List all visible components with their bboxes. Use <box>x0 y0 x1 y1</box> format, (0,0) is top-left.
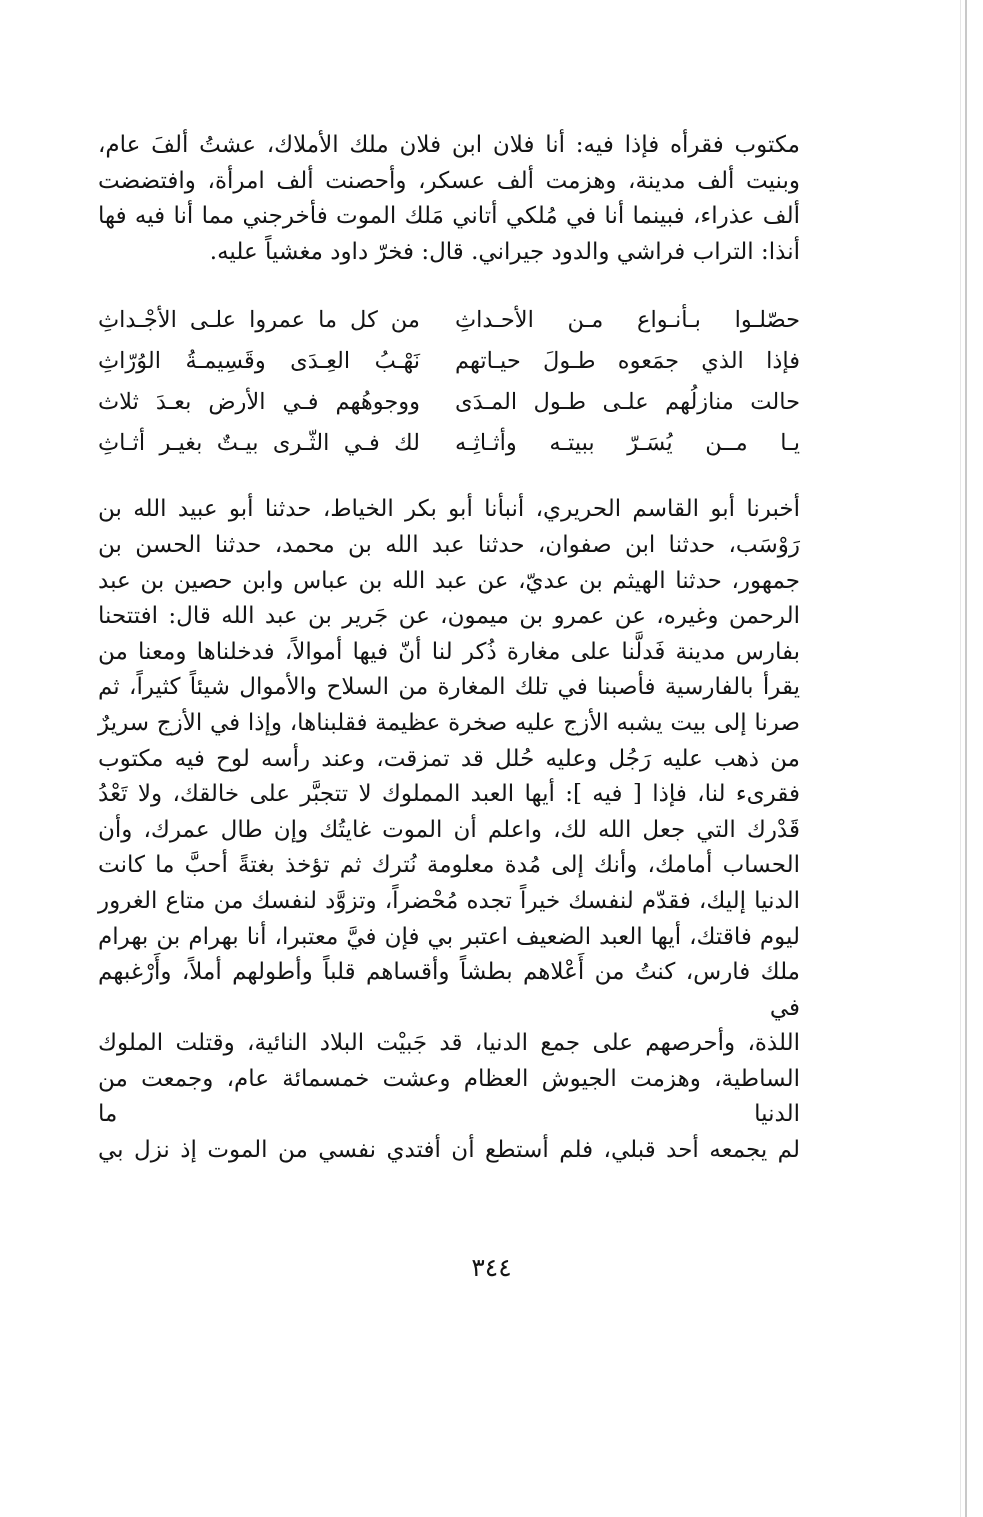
text-line: ألف عذراء، فبينما أنا في مُلكي أتاني مَلك الموت فأخرجني مما أنا فيه فها <box>98 203 800 230</box>
text-line: اللذة، وأحرصهم على جمع الدنيا، قد جَبيْت البلاد النائية، وقتلت الملوك <box>98 1030 800 1057</box>
poem-second-hemistich: ووجوهُهم فـي الأرض بعـدَ ثلاث <box>98 389 420 416</box>
poem-first-hemistich: حصّلـوا بـأنـواع مـن الأحـداثِ <box>455 307 800 334</box>
poem-verse <box>98 300 800 341</box>
poem-second-hemistich: لك فـي الثّـرى بيـتٌ بغيـر أثـاثِ <box>98 430 420 457</box>
text-line: وبنيت ألف مدينة، وهزمت ألف عسكر، وأحصنت ألف امرأة، وافتضضت <box>98 167 800 194</box>
poem-verse <box>98 382 800 423</box>
text-line: ليوم فاقتك، أيها العبد الضعيف اعتبر بي فإن فيَّ معتبرا، أنا بهرام بن بهرام <box>98 923 800 950</box>
paragraph-one <box>98 128 800 270</box>
text-line: جمهور، حدثنا الهيثم بن عديّ، عن عبد الله بن عباس وابن حصين بن عبد <box>98 567 800 594</box>
poem-verse <box>98 423 800 464</box>
text-line: الدنيا إليك، فقدّم لنفسك خيراً تجده مُحْضراً، وتزوَّد لنفسك من متاع الغرور <box>98 887 800 914</box>
text-line: أخبرنا أبو القاسم الحريري، أنبأنا أبو بكر الخياط، حدثنا أبو عبيد الله بن <box>98 496 800 523</box>
paragraph-two <box>98 492 800 1168</box>
text-line: ملك فارس، كنتُ من أَعْلاهم بطشاً وأقساهم قلباً وأطولهم أملاً، وأَرْغبهم في <box>98 959 800 1021</box>
poem <box>98 300 800 464</box>
text-line: يقرأ بالفارسية فأصبنا في تلك المغارة من السلاح والأموال شيئاً كثيراً، ثم <box>98 674 800 701</box>
text-line: الساطية، وهزمت الجيوش العظام وعشت خمسمائة عام، وجمعت من الدنيا ما <box>98 1065 800 1128</box>
page-number: ٣٤٤ <box>471 1253 512 1282</box>
text-line: من ذهب عليه رَجُل وعليه حُلل قد تمزقت، وعند رأسه لوح فيه مكتوب <box>98 745 800 772</box>
scan-edge-line-faint <box>960 0 961 1517</box>
text-line: صرنا إلى بيت يشبه الأزج عليه صخرة عظيمة فقلبناها، وإذا في الأزج سريرٌ <box>98 709 800 736</box>
text-line: الحساب أمامك، وأنك إلى مُدة معلومة نُترك ثم تؤخذ بغتةً أحبَّ ما كانت <box>98 852 800 879</box>
text-line: مكتوب فقرأه فإذا فيه: أنا فلان ابن فلان ملك الأملاك، عشتُ ألفَ عام، <box>98 132 800 158</box>
poem-second-hemistich: نَهْـبُ العِـدَى وقَسِيمـةُ الوُرّاثِ <box>98 348 420 375</box>
text-line: الرحمن وغيره، عن عمرو بن ميمون، عن جَرير بن عبد الله قال: افتتحنا <box>98 603 800 630</box>
page-body <box>98 128 800 1169</box>
text-line: أنذا: التراب فراشي والدود جيراني. قال: فخرّ داود مغشياً عليه. <box>209 238 800 265</box>
poem-verse <box>98 341 800 382</box>
text-line: رَوْسَب، حدثنا ابن صفوان، حدثنا عبد الله بن محمد، حدثنا الحسن بن <box>98 531 800 558</box>
poem-first-hemistich: حالت منازلُهم علـى طـول المـدَى <box>455 389 800 416</box>
poem-first-hemistich: يـا مــن يُسَـرّ ببيتـه وأثـاثِـه <box>455 430 800 457</box>
poem-second-hemistich: من كل ما عمروا علـى الأجْـداثِ <box>98 307 420 334</box>
text-line: بفارس مدينة فَدلَّنا على مغارة ذُكر لنا أنّ فيها أموالاً، فدخلناها ومعنا من <box>98 638 800 665</box>
text-line: قَدْرك التي جعل الله لك، واعلم أن الموت غايتُك وإن طال عمرك، وأن <box>98 816 800 843</box>
poem-first-hemistich: فإذا الذي جمَعوه طـولَ حيـاتهم <box>455 348 800 375</box>
text-line: لم يجمعه أحد قبلي، فلم أستطع أن أفتدي نفسي من الموت إذ نزل بي <box>98 1137 800 1164</box>
scan-edge-line <box>965 0 967 1517</box>
text-line: فقرىء لنا، فإذا [ فيه ]: أيها العبد المملوك لا تتجبَّر على خالقك، ولا تَعْدُ <box>98 781 800 808</box>
